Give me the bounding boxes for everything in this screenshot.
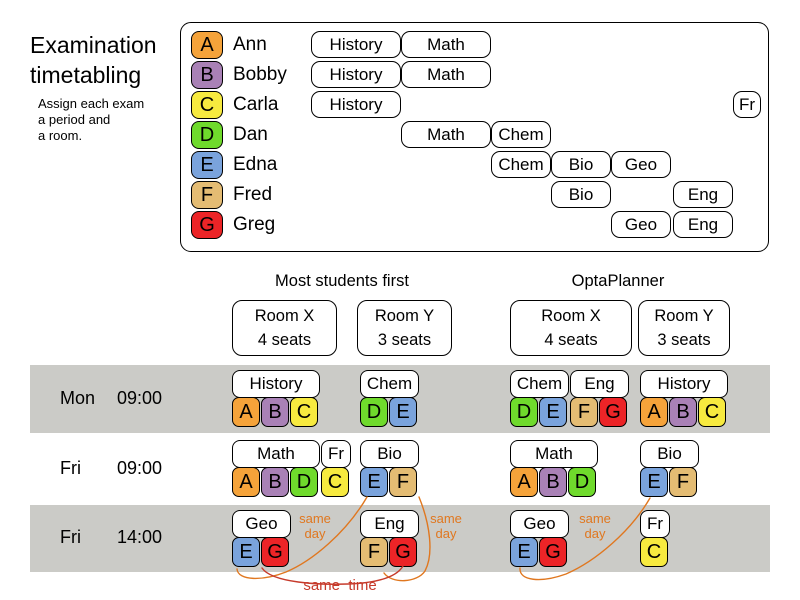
roster-student-name: Dan — [233, 124, 268, 145]
period-time-2: 09:00 — [117, 458, 163, 478]
seat-chip-G: G — [261, 537, 289, 567]
seat-chip-C: C — [698, 397, 726, 427]
roster-student-name: Fred — [233, 184, 273, 205]
period-time-3: 14:00 — [117, 527, 163, 547]
seat-chip-C: C — [290, 397, 318, 427]
exam-session-chem: Chem — [510, 370, 569, 398]
same-day-text-line1: same — [579, 511, 611, 526]
room-name: Room X — [541, 307, 601, 325]
roster-exam-chip-bio: Bio — [551, 181, 611, 208]
roster-exam-chip-math: Math — [401, 121, 491, 148]
seat-chip-A: A — [232, 397, 260, 427]
room-box-mf-room-y — [357, 300, 452, 356]
roster-student-chip-C: C — [191, 91, 223, 119]
same-day-text-line1: same — [299, 511, 331, 526]
seat-chip-B: B — [261, 467, 289, 497]
period-day-3: Fri — [60, 527, 81, 547]
seat-chip-G: G — [389, 537, 417, 567]
exam-session-chem: Chem — [360, 370, 419, 398]
roster-exam-chip-math: Math — [401, 61, 491, 88]
room-seats: 3 seats — [657, 331, 711, 349]
exam-session-geo: Geo — [510, 510, 569, 538]
room-seats: 4 seats — [544, 331, 598, 349]
roster-student-name: Carla — [233, 94, 279, 115]
roster-student-name: Ann — [233, 34, 267, 55]
roster-student-chip-G: G — [191, 211, 223, 239]
seat-chip-D: D — [360, 397, 388, 427]
seat-chip-F: F — [360, 537, 388, 567]
room-seats: 4 seats — [257, 331, 312, 349]
room-name: Room X — [254, 307, 315, 325]
roster-exam-chip-bio: Bio — [551, 151, 611, 178]
roster-student-chip-D: D — [191, 121, 223, 149]
exam-session-bio: Bio — [360, 440, 419, 468]
exam-session-math: Math — [510, 440, 598, 468]
seat-chip-B: B — [539, 467, 567, 497]
same-day-text-line2: day — [584, 526, 606, 541]
seat-chip-A: A — [232, 467, 260, 497]
roster-exam-chip-geo: Geo — [611, 211, 671, 238]
same-day-annotation-1 — [293, 511, 337, 541]
room-box-op-room-y — [638, 300, 730, 356]
seat-chip-G: G — [539, 537, 567, 567]
roster-student-name: Edna — [233, 154, 278, 175]
roster-student-chip-E: E — [191, 151, 223, 179]
seat-chip-A: A — [510, 467, 538, 497]
same-day-text-line1: same — [430, 511, 462, 526]
roster-student-name: Bobby — [233, 64, 287, 85]
roster-student-name: Greg — [233, 214, 276, 235]
subtitle-line-2: a period and — [38, 112, 111, 127]
roster-exam-chip-chem: Chem — [491, 151, 551, 178]
same-day-text-line2: day — [435, 526, 457, 541]
seat-chip-E: E — [539, 397, 567, 427]
seat-chip-D: D — [568, 467, 596, 497]
roster-exam-chip-geo: Geo — [611, 151, 671, 178]
seat-chip-F: F — [570, 397, 598, 427]
roster-exam-chip-eng: Eng — [673, 211, 733, 238]
room-name: Room Y — [654, 307, 714, 325]
subtitle-line-3: a room. — [38, 128, 83, 143]
column-title-optaplanner: OptaPlanner — [571, 272, 665, 290]
column-title-most-students-first: Most students first — [275, 272, 409, 290]
seat-chip-G: G — [599, 397, 627, 427]
roster-exam-chip-eng: Eng — [673, 181, 733, 208]
room-box-op-room-x — [510, 300, 632, 356]
seat-chip-E: E — [510, 537, 538, 567]
seat-chip-F: F — [669, 467, 697, 497]
exam-session-fr: Fr — [640, 510, 670, 538]
seat-chip-C: C — [640, 537, 668, 567]
exam-session-history: History — [232, 370, 320, 398]
period-day-1: Mon — [60, 388, 96, 408]
period-time-1: 09:00 — [117, 388, 163, 408]
roster-box — [180, 22, 769, 252]
subtitle-line-1: Assign each exam — [38, 96, 145, 111]
seat-chip-D: D — [290, 467, 318, 497]
exam-session-bio: Bio — [640, 440, 699, 468]
roster-exam-chip-history: History — [311, 31, 401, 58]
exam-session-math: Math — [232, 440, 320, 468]
same-day-text-line2: day — [304, 526, 326, 541]
roster-exam-chip-chem: Chem — [491, 121, 551, 148]
roster-exam-chip-math: Math — [401, 31, 491, 58]
exam-session-geo: Geo — [232, 510, 291, 538]
seat-chip-A: A — [640, 397, 668, 427]
exam-session-history: History — [640, 370, 728, 398]
page-title-line2: timetabling — [30, 62, 142, 88]
period-day-2: Fri — [60, 458, 81, 478]
seat-chip-C: C — [321, 467, 349, 497]
roster-student-chip-A: A — [191, 31, 223, 59]
room-name: Room Y — [374, 307, 435, 325]
roster-student-chip-F: F — [191, 181, 223, 209]
room-seats: 3 seats — [377, 331, 432, 349]
seat-chip-D: D — [510, 397, 538, 427]
room-box-mf-room-x — [232, 300, 337, 356]
roster-exam-chip-history: History — [311, 61, 401, 88]
same-day-annotation-3 — [573, 511, 617, 541]
roster-student-chip-B: B — [191, 61, 223, 89]
roster-exam-chip-history: History — [311, 91, 401, 118]
exam-session-eng: Eng — [360, 510, 419, 538]
page-title-line1: Examination — [30, 32, 157, 58]
seat-chip-E: E — [640, 467, 668, 497]
seat-chip-E: E — [360, 467, 388, 497]
exam-session-eng: Eng — [570, 370, 629, 398]
roster-exam-chip-fr: Fr — [733, 91, 761, 118]
seat-chip-B: B — [669, 397, 697, 427]
seat-chip-B: B — [261, 397, 289, 427]
exam-session-fr: Fr — [321, 440, 351, 468]
seat-chip-E: E — [232, 537, 260, 567]
same-day-annotation-2 — [424, 511, 468, 541]
seat-chip-E: E — [389, 397, 417, 427]
same-time-annotation: same time — [303, 577, 377, 594]
seat-chip-F: F — [389, 467, 417, 497]
